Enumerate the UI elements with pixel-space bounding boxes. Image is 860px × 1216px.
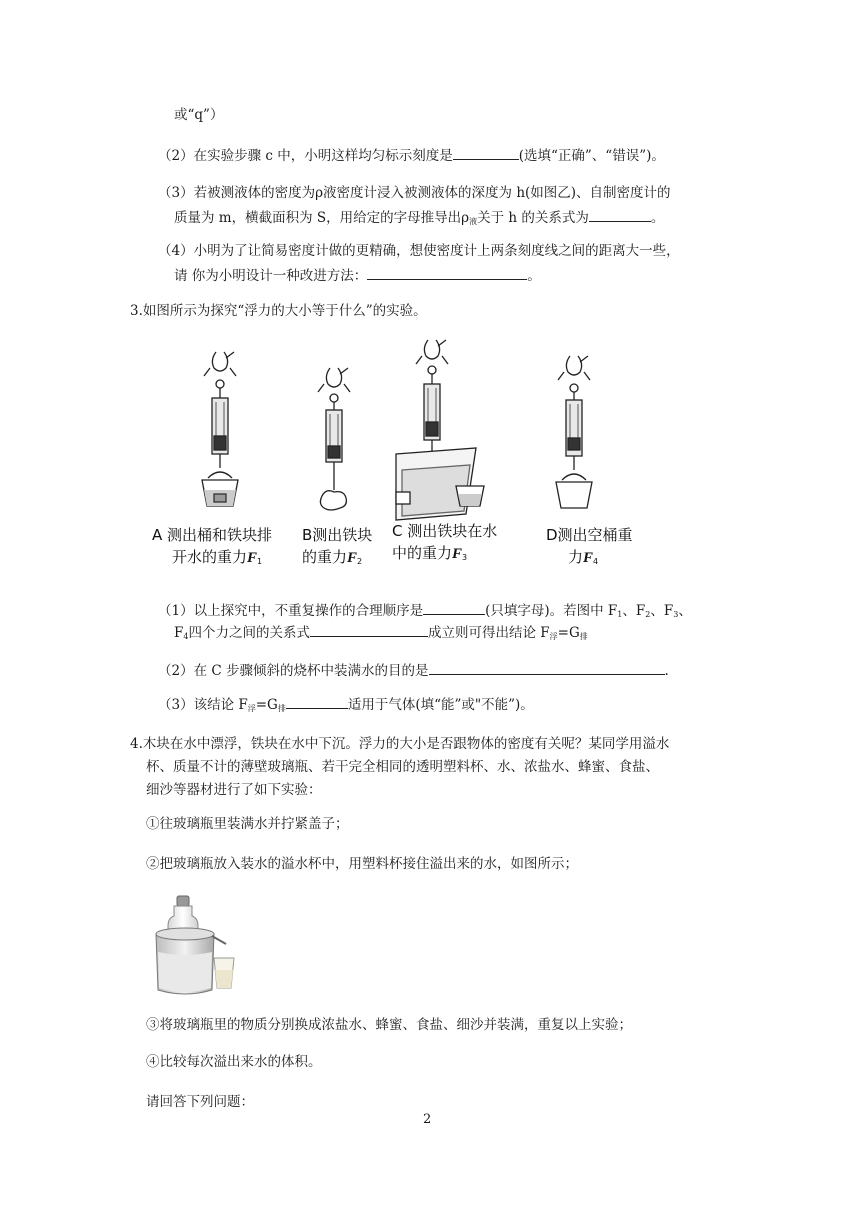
caption-c <box>392 520 497 569</box>
q2-sub2-text-a: （2）在实验步骤 c 中，小明这样均匀标示刻度是 <box>158 148 453 164</box>
q3-sub1-text-f: F <box>174 625 184 641</box>
q3-sub1-text-a: （1）以上探究中，不重复操作的合理顺序是 <box>158 603 424 619</box>
q3-sub2-text-b: . <box>664 663 669 679</box>
subscript: 排 <box>579 632 588 641</box>
scale-d <box>556 356 592 508</box>
q3-sub3-text-b: =G <box>255 697 278 713</box>
q3-sub2-text-a: （2）在 C 步骤倾斜的烧杯中装满水的目的是 <box>158 663 429 679</box>
caption-b-line1: B测出铁块 <box>302 526 373 544</box>
q3-sub1-line2 <box>174 622 588 646</box>
q2-sub3-text-c: 关于 h 的关系式为 <box>477 210 589 226</box>
caption-d-line2 <box>546 546 633 573</box>
q2-sub3-line2 <box>174 207 664 231</box>
q2-sub4-line2 <box>174 265 541 285</box>
subscript: 排 <box>277 704 286 713</box>
subscript: 浮 <box>247 704 256 713</box>
subscript: 3 <box>673 610 679 619</box>
caption-d-text: 力 <box>568 548 584 566</box>
caption-a-line2 <box>152 546 272 573</box>
subscript: 1 <box>257 557 263 566</box>
caption-a <box>152 524 272 573</box>
caption-d-line1: D测出空桶重 <box>546 526 633 544</box>
q2-sub4-text-c: 。 <box>527 268 541 284</box>
q3-sub1-text-e: 、 <box>678 603 692 619</box>
caption-b <box>302 524 372 573</box>
subscript: 3 <box>462 553 468 562</box>
q4-step3: ③将玻璃瓶里的物质分别换成浓盐水、蜂蜜、食盐、细沙并装满，重复以上实验； <box>146 1017 632 1033</box>
q3-sub2 <box>158 660 669 680</box>
q3-sub3-text-a: （3）该结论 F <box>158 697 248 713</box>
q2-sub4-line1: （4）小明为了让简易密度计做的更精确，想使密度计上两条刻度线之间的距离大一些， <box>158 243 680 259</box>
q3-title: 3.如图所示为探究“浮力的大小等于什么”的实验。 <box>130 303 427 319</box>
q2-sub2-text-b: (选填“正确”、“错误”)。 <box>518 148 665 164</box>
answer-blank[interactable] <box>286 694 348 709</box>
caption-b-line2 <box>302 546 372 573</box>
subscript: 4 <box>593 557 599 566</box>
q2-sub3-text-b: 质量为 m，横截面积为 S，用给定的字母推导出ρ <box>174 210 470 226</box>
answer-blank[interactable] <box>453 145 519 160</box>
q4-step1: ①往玻璃瓶里装满水并拧紧盖子； <box>146 816 349 832</box>
subscript: 液 <box>469 217 478 226</box>
answer-blank[interactable] <box>423 600 485 615</box>
q4-step4: ④比较每次溢出来水的体积。 <box>146 1054 322 1070</box>
q4-line2: 杯、质量不计的薄壁玻璃瓶、若干完全相同的透明塑料杯、水、浓盐水、蜂蜜、食盐、 <box>146 759 659 775</box>
q4-line3: 细沙等器材进行了如下实验： <box>146 782 322 798</box>
caption-c-text: 中的重力 <box>392 544 453 562</box>
caption-c-line2 <box>392 542 497 569</box>
q2-sub3-line1: （3）若被测液体的密度为ρ液密度计浸入被测液体的深度为 h(如图乙)、自制密度计的 <box>158 185 671 201</box>
q3-sub1-text-i: =G <box>557 625 580 641</box>
subscript: 4 <box>183 632 189 641</box>
bottle-cap <box>177 896 189 906</box>
page-number: 2 <box>423 1112 432 1127</box>
subscript: 2 <box>645 610 651 619</box>
q3-sub1-text-b: (只填字母)。若图中 F <box>485 603 618 619</box>
force-symbol: F <box>583 550 594 566</box>
q3-sub1-text-g: 四个力之间的关系式 <box>188 625 310 641</box>
caption-d <box>546 524 633 573</box>
subscript: 浮 <box>549 632 558 641</box>
q4-step2: ②把玻璃瓶放入装水的溢水杯中，用塑料杯接住溢出来的水，如图所示； <box>146 856 578 872</box>
answer-blank[interactable] <box>429 660 665 675</box>
q2-sub2 <box>158 145 665 165</box>
q3-sub1-text-h: 成立则可得出结论 F <box>427 625 550 641</box>
caption-b-text: 的重力 <box>302 548 348 566</box>
q3-sub1-text-d: 、F <box>650 603 674 619</box>
answer-blank[interactable] <box>367 265 527 280</box>
answer-blank[interactable] <box>310 622 428 637</box>
q3-sub1-text-c: 、F <box>622 603 646 619</box>
caption-a-line1: A 测出桶和铁块排 <box>152 526 273 544</box>
q2-sub4-text-b: 请 你为小明设计一种改进方法： <box>174 268 368 284</box>
scale-c <box>396 340 484 520</box>
overflow-cup-figure <box>152 892 244 998</box>
scale-b <box>318 368 350 510</box>
scale-a <box>202 352 238 506</box>
q4-line1: 4.木块在水中漂浮，铁块在水中下沉。浮力的大小是否跟物体的密度有关呢？某同学用溢水 <box>130 736 670 752</box>
force-symbol: F <box>452 546 463 562</box>
q4-prompt: 请回答下列问题： <box>146 1094 254 1110</box>
q3-sub1-line1 <box>158 600 692 624</box>
force-symbol: F <box>247 550 258 566</box>
q3-sub3 <box>158 694 534 718</box>
q3-sub3-text-c: 适用于气体(填“能”或"不能”)。 <box>347 697 534 713</box>
q2-line-0: 或“q”） <box>174 107 224 123</box>
caption-a-text: 开水的重力 <box>172 548 248 566</box>
answer-blank[interactable] <box>589 207 651 222</box>
caption-c-line1: C 测出铁块在水 <box>392 522 498 540</box>
subscript: 2 <box>357 557 363 566</box>
q2-sub3-text-d: 。 <box>650 210 665 226</box>
force-symbol: F <box>347 550 358 566</box>
subscript: 1 <box>617 610 623 619</box>
